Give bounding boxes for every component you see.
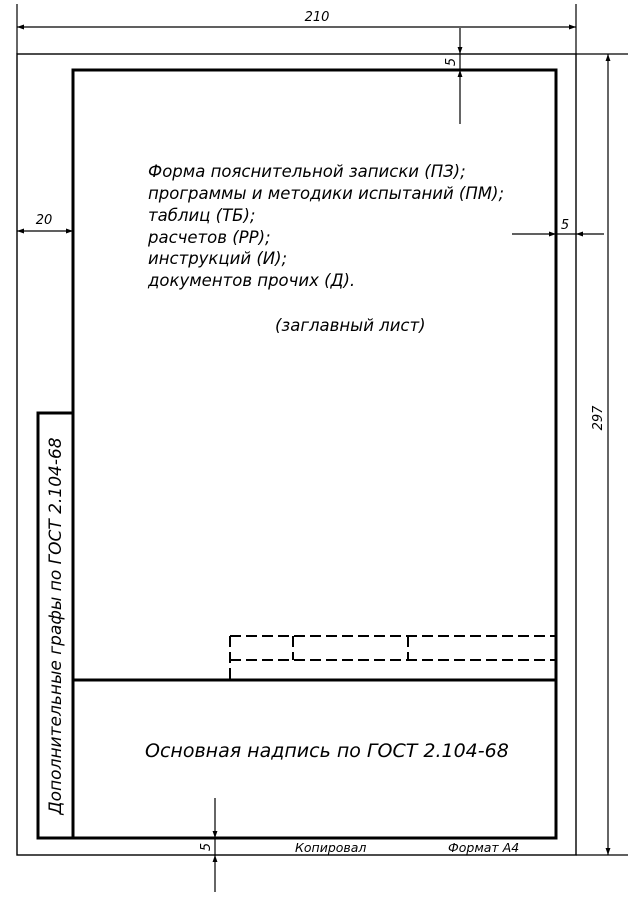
extension-lines [17,4,628,855]
footer-copied: Копировал [295,840,367,855]
form-text-line-5: инструкций (И); [148,249,288,268]
footer-format: Формат А4 [448,840,520,855]
form-text-line-2: программы и методики испытаний (ПМ); [148,184,505,203]
form-subtitle: (заглавный лист) [275,316,426,335]
dim-bottom-margin-label: 5 [199,842,214,852]
dim-top-margin-label: 5 [444,57,459,67]
dashed-grid [230,636,556,680]
dim-right-margin-label: 5 [560,218,570,233]
form-text-line-1: Форма пояснительной записки (ПЗ); [148,162,466,181]
title-block-label: Основная надпись по ГОСТ 2.104-68 [145,740,509,762]
form-text-line-3: таблиц (ТБ); [148,206,256,225]
dim-width-label: 210 [304,10,330,25]
form-text-line-6: документов прочих (Д). [148,271,356,290]
form-text-line-4: расчетов (РР); [148,228,271,247]
dim-left-margin-label: 20 [35,213,53,228]
dim-height-label: 297 [591,405,606,431]
side-strip-label: Дополнительные графы по ГОСТ 2.104-68 [46,437,66,815]
